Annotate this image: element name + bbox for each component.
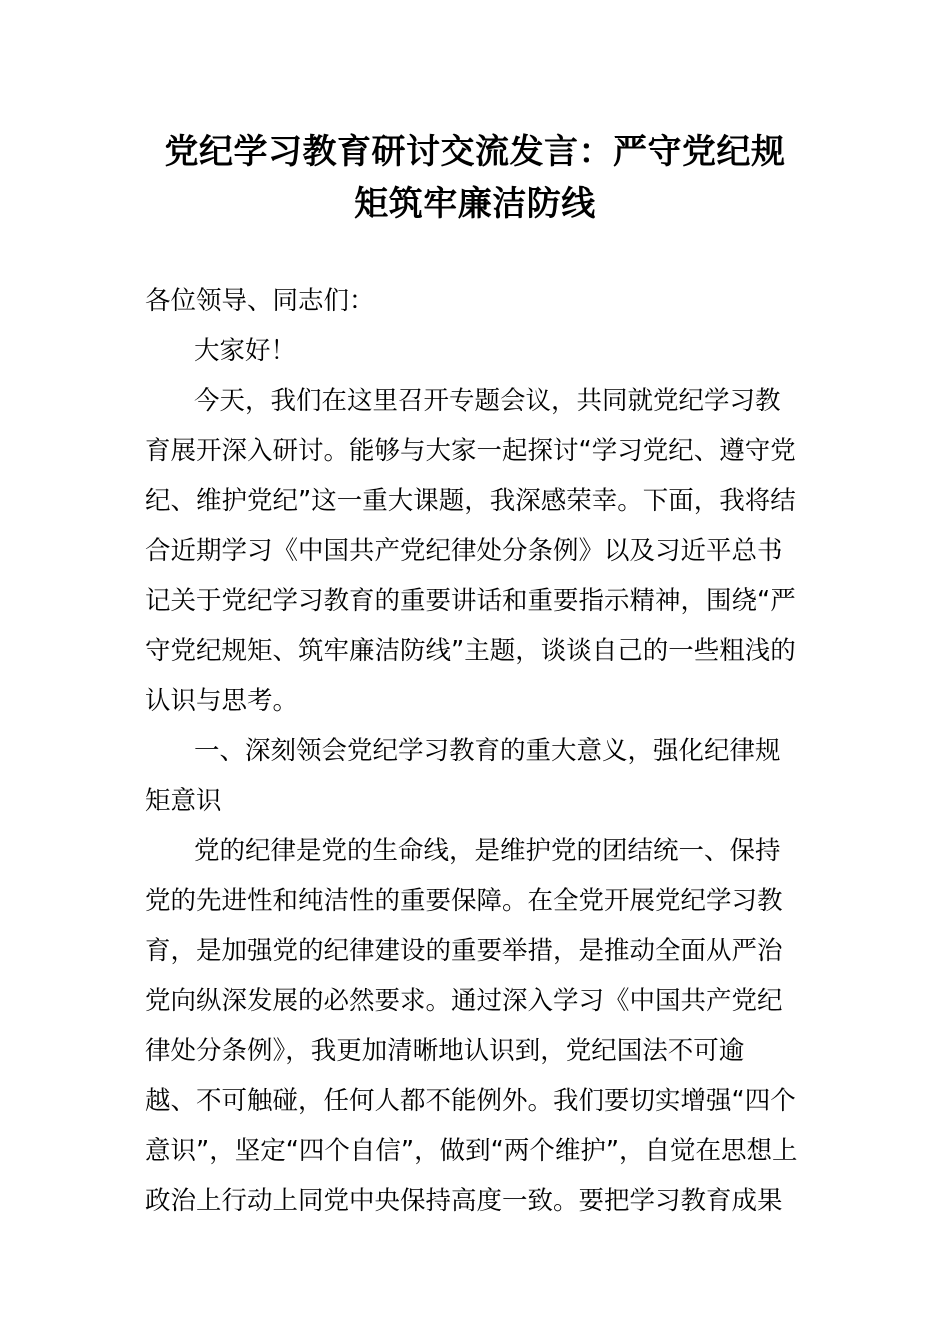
paragraph-line: 纪、维护党纪”这一重大课题，我深感荣幸。下面，我将结: [145, 486, 796, 516]
greeting: 大家好！: [194, 336, 297, 366]
paragraph-line: 育展开深入研讨。能够与大家一起探讨“学习党纪、遵守党: [145, 436, 796, 466]
paragraph-line: 党向纵深发展的必然要求。通过深入学习《中国共产党纪: [145, 986, 783, 1016]
paragraph-line: 育，是加强党的纪律建设的重要举措，是推动全面从严治: [145, 936, 783, 966]
paragraph-line: 政治上行动上同党中央保持高度一致。要把学习教育成果: [145, 1186, 783, 1216]
title-line-2: 矩筑牢廉洁防线: [354, 184, 596, 224]
section-one-heading: [145, 726, 807, 826]
paragraph-section-one: [145, 826, 807, 1226]
paragraph-line: 律处分条例》，我更加清晰地认识到，党纪国法不可逾: [145, 1036, 745, 1066]
paragraph-line: 意识”，坚定“四个自信”，做到“两个维护”，自觉在思想上: [145, 1136, 798, 1166]
section-heading-line: 一、深刻领会党纪学习教育的重大意义，强化纪律规: [194, 736, 781, 766]
paragraph-line: 越、不可触碰，任何人都不能例外。我们要切实增强“四个: [145, 1086, 796, 1116]
paragraph-intro: [145, 376, 807, 726]
title-line-1: 党纪学习教育研讨交流发言：严守党纪规: [164, 132, 786, 172]
document-title: [120, 126, 830, 230]
paragraph-line: 党的纪律是党的生命线，是维护党的团结统一、保持: [194, 836, 781, 866]
section-heading-line: 矩意识: [145, 786, 222, 816]
document-body: [145, 276, 807, 1226]
paragraph-line: 记关于党纪学习教育的重要讲话和重要指示精神，围绕“严: [145, 586, 796, 616]
paragraph-line: 党的先进性和纯洁性的重要保障。在全党开展党纪学习教: [145, 886, 783, 916]
paragraph-line: 今天，我们在这里召开专题会议，共同就党纪学习教: [194, 386, 781, 416]
paragraph-line: 认识与思考。: [145, 686, 299, 716]
paragraph-line: 守党纪规矩、筑牢廉洁防线”主题，谈谈自己的一些粗浅的: [145, 636, 796, 666]
paragraph-line: 合近期学习《中国共产党纪律处分条例》以及习近平总书: [145, 536, 783, 566]
salutation: 各位领导、同志们：: [145, 286, 375, 316]
